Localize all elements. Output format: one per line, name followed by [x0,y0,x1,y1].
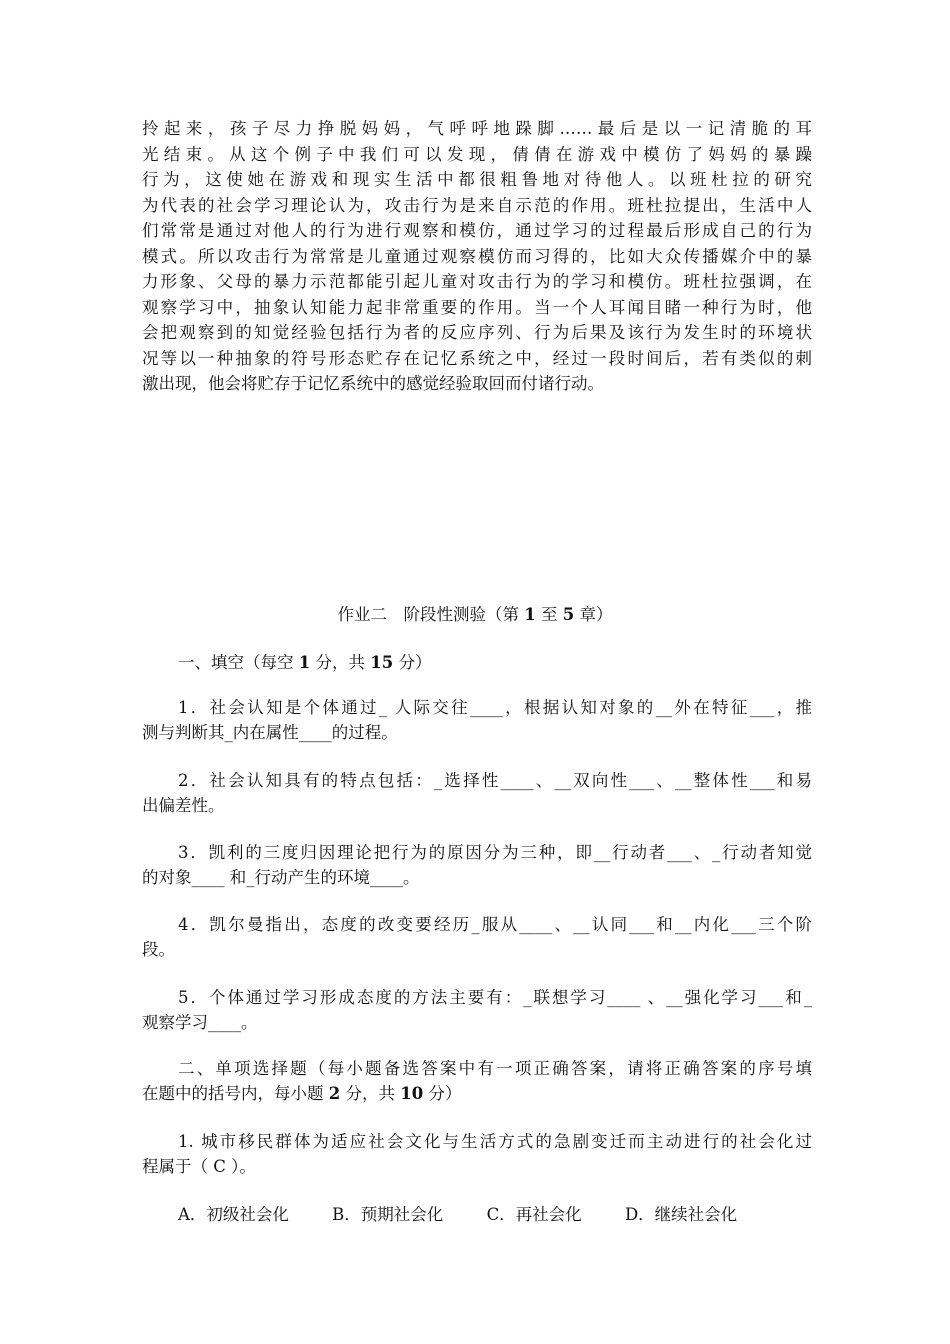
fill-question-3 [142,840,812,890]
section-heading-choice [142,1056,812,1106]
intro-line: 行为，这使她在游戏和现实生活中都很粗鲁地对待他人。以班杜拉的研究 [142,170,812,189]
question-line: 程属于（ C ）。 [142,1157,256,1176]
intro-line: 们常常是通过对他人的行为进行观察和模仿，通过学习的过程最后形成自己的行为 [142,221,812,240]
section1-suffix: 分） [393,653,432,672]
intro-paragraph [142,116,812,397]
question-line: 的对象____ 和_行动产生的环境____。 [142,868,420,887]
intro-line: 激出现，他会将贮存于记忆系统中的感觉经验取回而付诸行动。 [142,374,604,393]
title-mid: 至 [535,605,563,624]
intro-line: 为代表的社会学习理论认为，攻击行为是来自示范的作用。班杜拉提出，生活中人 [142,195,812,215]
option-d: D．继续社会化 [624,1205,738,1224]
question-line: 4．凯尔曼指出，态度的改变要经历_服从____、__认同___和__内化___三个阶 [178,915,812,934]
question-line: 3．凯利的三度归因理论把行为的原因分为三种，即__行动者___、_行动者知觉 [178,843,812,862]
question-line: 2．社会认知具有的特点包括：_选择性____、__双向性___、__整体性___和易 [178,771,812,790]
intro-line: 拎起来，孩子尽力挣脱妈妈，气呼呼地跺脚……最后是以一记清脆的耳 [142,119,812,138]
question-line: 出偏差性。 [142,796,225,815]
choice-question-1 [142,1129,812,1179]
section1-per: 1 [298,653,311,672]
assignment-title [0,601,950,625]
section2-line2 [142,1081,812,1106]
section1-prefix: 一、填空（每空 [178,653,299,672]
title-suffix: 章） [574,605,613,624]
section2-text: 在题中的括号内，每小题 [142,1084,329,1103]
title-prefix: 作业二 阶段性测验（第 [337,605,525,624]
intro-line: 况等以一种抽象的符号形态贮存在记忆系统之中，经过一段时间后，若有类似的刺 [142,348,812,368]
question-line: 段。 [142,940,175,959]
intro-line: 力形象、父母的暴力示范都能引起儿童对攻击行为的学习和模仿。班杜拉强调，在 [142,272,812,291]
section1-total: 15 [370,653,394,672]
section2-per: 2 [328,1084,341,1103]
section2-total: 10 [400,1084,424,1103]
intro-line: 光结束。从这个例子中我们可以发现，倩倩在游戏中模仿了妈妈的暴躁 [142,144,812,164]
intro-line: 会把观察到的知觉经验包括行为者的反应序列、行为后果及该行为发生时的环境状 [142,323,812,342]
section2-line1: 二、单项选择题（每小题备选答案中有一项正确答案，请将正确答案的序号填 [178,1059,812,1078]
question-line: 5．个体通过学习形成态度的方法主要有：_联想学习____ 、__强化学习___和_ [178,988,812,1007]
section2-text: 分，共 [340,1084,401,1103]
fill-question-4 [142,912,812,962]
title-from: 1 [524,605,536,624]
section1-mid: 分，共 [310,653,371,672]
question-line: 1. 城市移民群体为适应社会文化与生活方式的急剧变迁而主动进行的社会化过 [178,1132,812,1151]
title-to: 5 [562,605,575,624]
fill-question-1 [142,695,812,745]
question-line: 测与判断其_内在属性____的过程。 [142,723,398,742]
option-c: C．再社会化 [486,1205,582,1224]
choice-options [178,1201,775,1225]
section2-text: 分） [423,1084,462,1103]
fill-question-5 [142,985,812,1035]
intro-line: 模式。所以攻击行为常常是儿童通过观察模仿而习得的，比如大众传播媒介中的暴 [142,246,812,266]
option-a: A．初级社会化 [178,1205,289,1224]
option-b: B．预期社会化 [332,1205,444,1224]
question-line: 1．社会认知是个体通过_ 人际交往____，根据认知对象的__外在特征___，推 [178,698,812,717]
section-heading-fill [142,650,812,675]
question-line: 观察学习____。 [142,1013,258,1032]
fill-question-2 [142,768,812,818]
intro-line: 观察学习中，抽象认知能力起非常重要的作用。当一个人耳闻目睹一种行为时，他 [142,297,812,317]
